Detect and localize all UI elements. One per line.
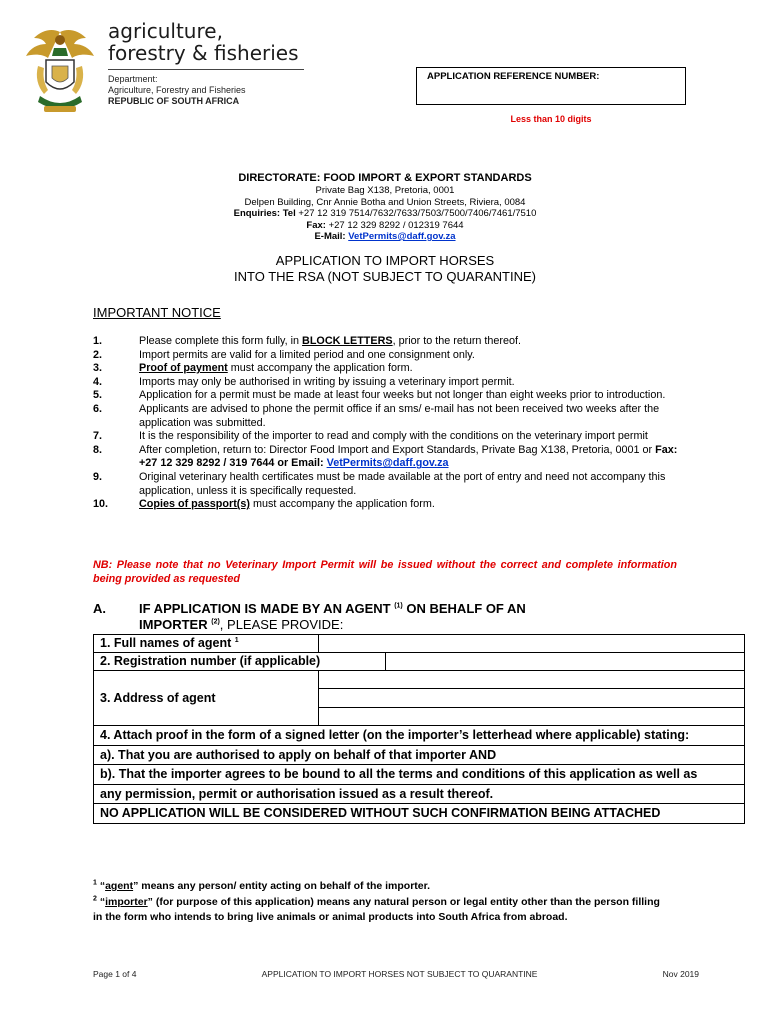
directorate-address2: Delpen Building, Cnr Annie Botha and Union Streets, Riviera, 0084 bbox=[244, 196, 526, 208]
notice-heading: IMPORTANT NOTICE bbox=[93, 305, 221, 320]
directorate-address1: Private Bag X138, Pretoria, 0001 bbox=[315, 185, 455, 196]
email-link[interactable]: VetPermits@daff.gov.za bbox=[348, 231, 456, 242]
email-label: E-Mail: bbox=[314, 231, 349, 242]
notice-item bbox=[93, 335, 693, 349]
notice-number: 5. bbox=[93, 389, 103, 402]
department-name-line2: forestry & fisheries bbox=[108, 41, 299, 65]
footnote-ref: (1) bbox=[394, 602, 403, 610]
notice-emphasis: Proof of payment bbox=[139, 362, 228, 375]
notice-number: 8. bbox=[93, 443, 103, 456]
footnotes bbox=[93, 879, 663, 926]
agent-name-label bbox=[94, 635, 318, 652]
agent-address-line3-field[interactable] bbox=[319, 708, 744, 725]
table-row bbox=[94, 635, 744, 653]
table-row bbox=[94, 765, 744, 785]
footnote-ref: (2) bbox=[211, 618, 220, 626]
section-a-text-part: IF APPLICATION IS MADE BY AN AGENT bbox=[139, 601, 395, 616]
page-title-line1: APPLICATION TO IMPORT HORSES bbox=[275, 253, 495, 268]
notice-number: 4. bbox=[93, 375, 103, 388]
registration-number-field[interactable] bbox=[385, 653, 744, 670]
notice-number: 7. bbox=[93, 430, 103, 443]
header-divider bbox=[108, 69, 304, 70]
notice-item bbox=[93, 403, 693, 430]
notice-text bbox=[139, 444, 693, 471]
directorate-block bbox=[0, 171, 770, 243]
proof-instruction: 4. Attach proof in the form of a signed letter (on the importer’s letterhead where applicable) stating: bbox=[100, 728, 690, 742]
confirmation-warning: NO APPLICATION WILL BE CONSIDERED WITHOUT SUCH CONFIRMATION BEING ATTACHED bbox=[100, 806, 661, 820]
agent-name-field[interactable] bbox=[318, 635, 744, 652]
notice-text: Original veterinary health certificates must be made available at the port of entry and need not accompany this application, unless it is specifically requested. bbox=[139, 470, 666, 497]
notice-number: 9. bbox=[93, 470, 103, 483]
notice-text-part: , prior to the return thereof. bbox=[392, 335, 522, 347]
footnote-ref: 1 bbox=[234, 636, 239, 644]
condition-b: b). That the importer agrees to be bound to all the terms and conditions of this application as well as bbox=[100, 767, 698, 781]
notice-text-part: must accompany the application form. bbox=[227, 362, 413, 375]
notice-emphasis: BLOCK LETTERS bbox=[302, 335, 393, 347]
table-row bbox=[94, 653, 744, 671]
section-a-text-part: IMPORTER bbox=[139, 617, 212, 632]
fax-label: Fax: bbox=[306, 219, 326, 231]
footnote-2: $^2$ “importer” (for purpose of this application) means any natural person or legal entity other than the person filling in the form who intends to bring live animals or animal products into South Africa from abroad. bbox=[93, 895, 660, 923]
condition-b-continued: any permission, permit or authorisation issued as a result thereof. bbox=[100, 786, 494, 801]
notice-text: Application for a permit must be made at least four weeks but not longer than eight weeks prior to introduction. bbox=[139, 389, 666, 402]
footnote-number: 1 bbox=[93, 879, 97, 887]
section-a-line1 bbox=[139, 601, 699, 617]
enquiries-value: +27 12 319 7514/7632/7633/7503/7500/7406/7461/7510 bbox=[295, 208, 537, 219]
enquiries-label: Enquiries: Tel bbox=[233, 208, 296, 219]
notice-text: It is the responsibility of the importer to read and comply with the conditions on the veterinary import permit bbox=[139, 430, 648, 443]
department-label: Department: bbox=[108, 74, 158, 84]
footer-date: Nov 2019 bbox=[662, 969, 699, 979]
notice-text: Applicants are advised to phone the permit office if an sms/ e-mail has not been received two weeks after the application was submitted. bbox=[139, 402, 660, 429]
fax-value: +27 12 329 8292 / 012319 7644 bbox=[325, 219, 464, 231]
section-letter: A. bbox=[93, 601, 106, 616]
notice-number: 1. bbox=[93, 335, 103, 347]
department-subtitle bbox=[108, 74, 246, 107]
notice-text-part: After completion, return to: Director Food Import and Export Standards, Private Bag X138, Pretoria, 0001 or bbox=[139, 443, 656, 456]
notice-item bbox=[93, 498, 693, 512]
notice-text bbox=[139, 335, 693, 349]
agent-address-line2-field[interactable] bbox=[319, 689, 744, 707]
agent-address-label: 3. Address of agent bbox=[100, 691, 216, 705]
page-title bbox=[0, 253, 770, 285]
agent-details-table bbox=[93, 634, 745, 824]
footnote-number: 2 bbox=[93, 895, 97, 902]
section-a-text-part: , PLEASE PROVIDE: bbox=[219, 617, 344, 632]
notice-number: 3. bbox=[93, 362, 103, 375]
notice-item bbox=[93, 349, 693, 363]
reference-number-label: APPLICATION REFERENCE NUMBER: bbox=[427, 71, 600, 82]
table-row bbox=[94, 726, 744, 746]
notice-list bbox=[93, 335, 693, 512]
section-a-text-part: ON BEHALF OF AN bbox=[402, 601, 526, 616]
notice-item bbox=[93, 362, 693, 376]
notice-item bbox=[93, 389, 693, 403]
notice-item bbox=[93, 376, 693, 390]
footer-title: APPLICATION TO IMPORT HORSES NOT SUBJECT TO QUARANTINE bbox=[261, 969, 538, 979]
notice-text bbox=[139, 498, 693, 512]
section-a-text bbox=[139, 601, 699, 633]
directorate-enquiries bbox=[0, 208, 770, 220]
notice-number: 6. bbox=[93, 402, 103, 415]
directorate-email bbox=[0, 231, 770, 243]
table-row bbox=[94, 785, 744, 805]
country-name: REPUBLIC OF SOUTH AFRICA bbox=[108, 96, 240, 106]
page-footer bbox=[93, 969, 699, 979]
notice-number: 2. bbox=[93, 348, 103, 361]
notice-text: Imports may only be authorised in writing by issuing a veterinary import permit. bbox=[139, 375, 515, 388]
notice-bold-part: Fax: +27 12 329 8292 / 319 7644 or Email: bbox=[139, 443, 678, 470]
page-number: Page 1 of 4 bbox=[93, 969, 137, 979]
notice-emphasis: Copies of passport(s) bbox=[139, 498, 250, 511]
page-title-line2: INTO THE RSA (NOT SUBJECT TO QUARANTINE) bbox=[234, 269, 536, 284]
footnote-term: importer bbox=[105, 895, 148, 908]
notice-text-part: must accompany the application form. bbox=[249, 498, 435, 511]
reference-number-note: Less than 10 digits bbox=[510, 114, 592, 124]
notice-text: Import permits are valid for a limited period and one consignment only. bbox=[139, 348, 475, 361]
footnote-text: ” (for purpose of this application) means any natural person or legal entity other than the person filling in the form who intends to bring live animals or animal products into South Africa from abroad. bbox=[93, 895, 660, 923]
directorate-title: DIRECTORATE: FOOD IMPORT & EXPORT STANDARDS bbox=[238, 172, 532, 184]
footnote-text: ” means any person/ entity acting on behalf of the importer. bbox=[133, 880, 431, 892]
notice-item bbox=[93, 430, 693, 444]
agent-name-label-text: 1. Full names of agent bbox=[100, 636, 235, 650]
notice-text bbox=[139, 362, 693, 376]
email-link[interactable]: VetPermits@daff.gov.za bbox=[326, 457, 449, 470]
notice-number: 10. bbox=[93, 498, 109, 511]
condition-a: a). That you are authorised to apply on behalf of that importer AND bbox=[100, 747, 497, 762]
department-full-name: Agriculture, Forestry and Fisheries bbox=[108, 85, 246, 95]
coat-of-arms-logo bbox=[24, 26, 96, 118]
directorate-fax bbox=[0, 220, 770, 232]
reference-number-field[interactable] bbox=[416, 67, 686, 105]
agent-address-fields bbox=[318, 671, 744, 725]
footnote-1: $^1$ “agent” means any person/ entity acting on behalf of the importer. bbox=[93, 879, 431, 892]
notice-item bbox=[93, 471, 693, 498]
department-name bbox=[108, 20, 299, 64]
agent-address-line1-field[interactable] bbox=[319, 671, 744, 689]
nb-warning: NB: Please note that no Veterinary Import Permit will be issued without the correct and complete information being provided as requested bbox=[93, 559, 677, 585]
department-name-line1: agriculture, bbox=[108, 19, 223, 43]
section-a-line2 bbox=[139, 617, 699, 633]
registration-number-label: 2. Registration number (if applicable) bbox=[100, 654, 321, 668]
table-row bbox=[94, 671, 744, 726]
table-row bbox=[94, 746, 744, 766]
notice-text-part: Please complete this form fully, in bbox=[139, 335, 303, 347]
table-row bbox=[94, 804, 744, 823]
footnote-term: agent bbox=[105, 880, 134, 892]
notice-item bbox=[93, 444, 693, 471]
